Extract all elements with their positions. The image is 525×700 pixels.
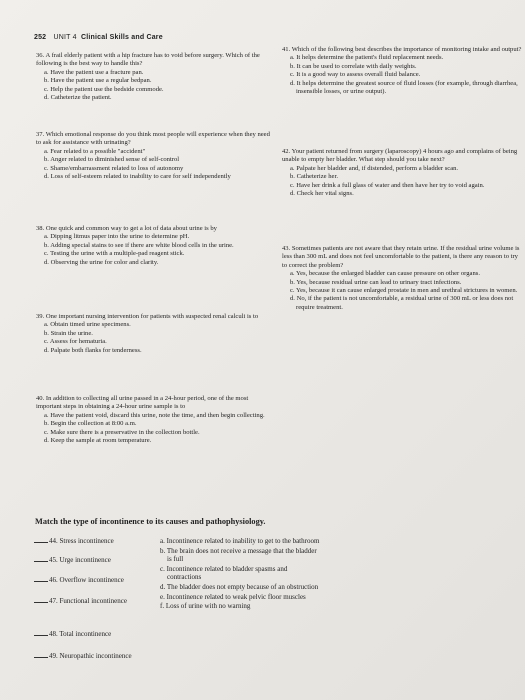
question-stem: 41. Which of the following best describes the importance of monitoring intake and output? [282,46,522,53]
matching-title: Match the type of incontinence to its causes and pathophysiology. [35,517,266,526]
section-label: Clinical Skills and Care [80,34,163,41]
item-number: 48. [49,630,58,638]
item-number: 44. [49,537,58,545]
answer-option[interactable]: b. Adding special stains to see if there are white blood cells in the urine. [44,241,234,249]
match-option: a. Incontinence related to inability to get to the bathroom [160,537,320,545]
answer-blank[interactable] [34,602,48,603]
answer-option[interactable]: b. Yes, because residual urine can lead to urinary tract infections. [290,278,462,286]
answer-option[interactable]: d. Catheterize the patient. [44,94,112,102]
unit-label: UNIT 4 [53,34,77,41]
item-label: Total incontinence [59,630,112,638]
answer-option[interactable]: b. Strain the urine. [44,329,93,337]
question-43 [282,245,522,312]
question-40 [36,395,274,445]
answer-option[interactable]: c. Make sure there is a preservative in the collection bottle. [44,428,200,436]
answer-option[interactable]: d. Loss of self-esteem related to inability to care for self independently [44,173,231,181]
match-option: f. Loss of urine with no warning [160,602,251,611]
answer-option[interactable]: d. Keep the sample at room temperature. [44,437,152,445]
item-label: Urge incontinence [59,556,111,564]
item-label: Functional incontinence [59,597,127,605]
answer-option[interactable]: b. Catheterize her. [290,173,338,181]
match-option: e. Incontinence related to weak pelvic floor muscles [160,592,306,601]
answer-option[interactable]: d. Palpate both flanks for tenderness. [44,346,142,354]
question-42 [282,148,522,198]
answer-option[interactable]: c. Have her drink a full glass of water and then have her try to void again. [290,181,485,189]
answer-option[interactable]: a. Yes, because the enlarged bladder can cause pressure on other organs. [290,270,480,278]
question-stem: 42. Your patient returned from surgery (laparoscopy) 4 hours ago and complains of being unable to empty her bladder. What step should you take next? [282,148,518,164]
question-stem: 36. A frail elderly patient with a hip fracture has to void before surgery. Which of the following is the best way to handle this? [36,52,260,68]
match-item-45[interactable] [34,556,152,564]
page-number: 252 [34,34,47,41]
question-39 [36,313,274,355]
match-option: c. Incontinence related to bladder spasms and contractions [160,564,288,581]
answer-blank[interactable] [34,635,48,636]
answer-blank[interactable] [34,542,48,543]
answer-option[interactable]: d. Check her vital signs. [290,190,354,198]
answer-blank[interactable] [34,657,48,658]
item-label: Stress incontinence [59,537,114,545]
answer-option[interactable]: a. Have the patient use a fracture pan. [44,68,144,76]
question-41 [282,46,522,96]
item-number: 47. [49,597,58,605]
match-option: b. The brain does not receive a message that the bladder is full [160,546,317,563]
match-item-48[interactable] [34,630,152,638]
item-number: 49. [49,652,58,660]
answer-option[interactable]: c. Shame/embarrassment related to loss of autonomy [44,164,184,172]
answer-option[interactable]: b. Begin the collection at 8:00 a.m. [44,420,137,428]
question-stem: 38. One quick and common way to get a lot of data about urine is by [36,225,217,232]
question-38 [36,225,274,267]
match-item-49[interactable] [34,652,134,660]
question-36 [36,52,274,102]
answer-option[interactable]: c. It is a good way to assess overall fluid balance. [290,71,421,79]
page-header [34,34,163,41]
match-item-44[interactable] [34,537,152,545]
answer-option[interactable]: b. It can be used to correlate with daily weights. [290,62,417,70]
item-number: 45. [49,556,58,564]
match-option: d. The bladder does not empty because of an obstruction [160,582,319,591]
question-37 [36,131,274,181]
answer-option[interactable]: a. It helps determine the patient's fluid replacement needs. [290,54,444,62]
answer-option[interactable]: c. Yes, because it can cause enlarged prostate in men and urethral strictures in women. [290,287,518,295]
answer-option[interactable]: d. No, if the patient is not uncomfortable, a residual urine of 300 mL or less does not require treatment. [290,295,514,311]
answer-option[interactable]: c. Help the patient use the bedside commode. [44,85,164,93]
answer-option[interactable]: c. Testing the urine with a multiple-pad reagent stick. [44,250,185,258]
item-label: Neuropathic incontinence [59,652,132,660]
answer-option[interactable]: c. Assess for hematuria. [44,338,107,346]
answer-blank[interactable] [34,561,48,562]
question-stem: 37. Which emotional response do you think most people will experience when they need to ask for assistance with urinating? [36,131,270,147]
answer-option[interactable]: d. Observing the urine for color and clarity. [44,258,159,266]
header-title [53,34,162,41]
match-item-47[interactable] [34,597,134,605]
answer-blank[interactable] [34,581,48,582]
question-stem: 40. In addition to collecting all urine passed in a 24-hour period, one of the most important steps in obtaining a 24-hour urine sample is to [36,395,249,411]
question-stem: 43. Sometimes patients are not aware that they retain urine. If the residual urine volume is less than 300 mL and does not feel uncomfortable to the patient, is there any reason to try to correct the problem? [282,245,520,269]
answer-option[interactable]: d. It helps determine the greatest source of fluid losses (for example, through diarrhea, insensible losses, or urine output). [290,79,518,96]
answer-option[interactable]: a. Fear related to a possible "accident" [44,147,146,155]
question-stem: 39. One important nursing intervention for patients with suspected renal calculi is to [36,313,259,320]
answer-option[interactable]: b. Have the patient use a regular bedpan. [44,77,152,85]
item-label: Overflow incontinence [59,576,124,584]
answer-option[interactable]: a. Palpate her bladder and, if distended, perform a bladder scan. [290,164,459,172]
answer-option[interactable]: a. Dipping litmus paper into the urine to determine pH. [44,233,190,241]
item-number: 46. [49,576,58,584]
match-item-46[interactable] [34,576,152,584]
match-options [160,537,322,612]
answer-option[interactable]: b. Anger related to diminished sense of self-control [44,156,180,164]
answer-option[interactable]: a. Have the patient void, discard this urine, note the time, and then begin collecting. [44,411,265,419]
answer-option[interactable]: a. Obtain timed urine specimens. [44,321,131,329]
